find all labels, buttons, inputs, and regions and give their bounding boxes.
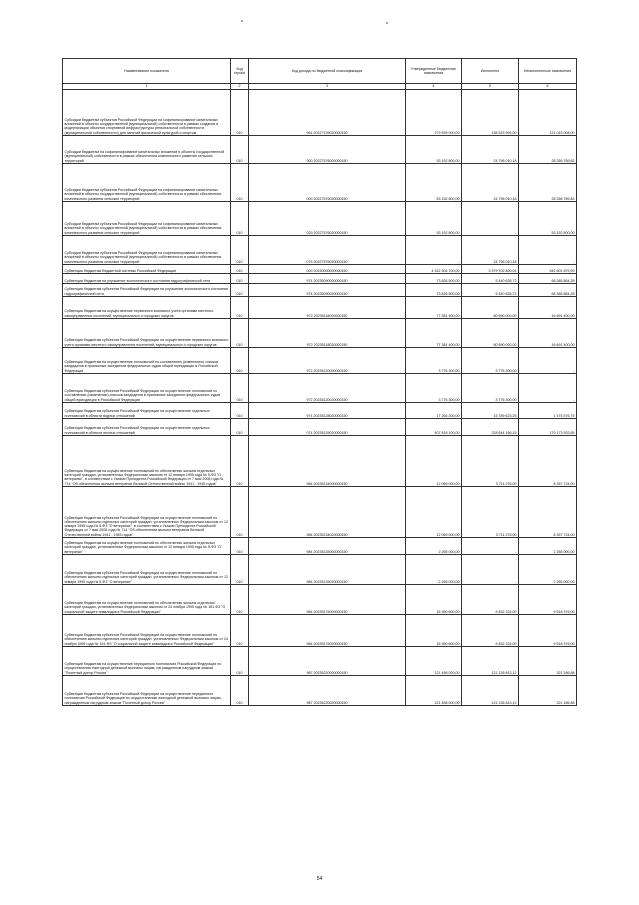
unexecuted-amount-cell: 68 385 864,28	[519, 284, 577, 297]
approved-amount-cell: 16 350 600,00	[406, 585, 462, 615]
table-row	[63, 90, 577, 136]
classification-code-cell: 961 20227139020000150	[249, 90, 406, 136]
header-unexecuted-amount: Неисполненные назначения	[519, 59, 577, 84]
header-approved-amount: Утвержденные бюджетные назначения	[406, 59, 462, 84]
unexecuted-amount-cell: 16 691 400,00	[519, 319, 577, 348]
table-row	[63, 585, 577, 615]
unexecuted-amount-cell: 8 357 724,00	[519, 487, 577, 538]
revenue-execution-table	[62, 58, 577, 706]
classification-code-cell: 987 20235220000000150	[249, 647, 406, 676]
header-indicator-name: Наименование показателя	[63, 59, 231, 84]
scan-speck	[386, 22, 388, 24]
approved-amount-cell: 77 381 400,00	[406, 297, 462, 319]
classification-code-cell: 974 20235090020000150	[249, 284, 406, 297]
executed-amount-cell: 6 832 224,00	[462, 585, 519, 615]
unexecuted-amount-cell: 321 186,88	[519, 676, 577, 706]
unexecuted-amount-cell: 16 691 400,00	[519, 297, 577, 319]
line-code-cell: 010	[231, 615, 249, 647]
line-code-cell: 010	[231, 419, 249, 436]
classification-code-cell: 972 20235118020000150	[249, 319, 406, 348]
table-header-row	[63, 59, 577, 84]
approved-amount-cell: 3 776 300,00	[406, 374, 462, 403]
classification-code-cell: 984 20235134020000150	[249, 487, 406, 538]
approved-amount-cell: 121 458 000,00	[406, 676, 462, 706]
approved-amount-cell: 53 152 800,00	[406, 136, 462, 164]
unexecuted-amount-cell: 942 601 879,99	[519, 265, 577, 274]
executed-amount-cell: 15 789 623,25	[462, 403, 519, 419]
line-code-cell: 010	[231, 403, 249, 419]
table-row	[63, 615, 577, 647]
executed-amount-cell: 24 796 010,18	[462, 236, 519, 265]
unexecuted-amount-cell: 53 152 800,00	[519, 202, 577, 236]
table-row	[63, 555, 577, 585]
approved-amount-cell: 121 458 000,00	[406, 647, 462, 676]
executed-amount-cell: 3 776 300,00	[462, 374, 519, 403]
line-code-cell: 010	[231, 319, 249, 348]
approved-amount-cell: 2 265 000,00	[406, 555, 462, 585]
unexecuted-amount-cell: 179 173 933,85	[519, 419, 577, 436]
executed-amount-cell: 5 440 635,72	[462, 284, 519, 297]
classification-code-cell: 972 20235118000000150	[249, 297, 406, 319]
table-row	[63, 164, 577, 202]
column-number: 1	[63, 84, 231, 90]
executed-amount-cell: 60 690 000,00	[462, 297, 519, 319]
line-code-cell: 010	[231, 274, 249, 284]
executed-amount-cell: 3 776 300,00	[462, 348, 519, 374]
indicator-name-cell: Субвенции бюджетам субъектов Российской Федерации на осуществление полномочий по обеспечению жильем отдельных категорий граждан, установленных Федеральным законом от 12 января 1995 года № 5-ФЗ "О ветеранах", в соответствии с Указом Президента Российской Федерации от 7 мая 2008 года № 714 "Об обеспечении жильем ветеранов Великой Отечественной войны 1941 - 1945 годов"	[63, 487, 231, 538]
line-code-cell: 010	[231, 538, 249, 555]
executed-amount-cell: 60 690 000,00	[462, 319, 519, 348]
executed-amount-cell: 3 711 276,00	[462, 436, 519, 487]
unexecuted-amount-cell: 68 385 864,28	[519, 274, 577, 284]
executed-amount-cell: 121 136 813,12	[462, 647, 519, 676]
executed-amount-cell: -	[462, 202, 519, 236]
table-row	[63, 374, 577, 403]
line-code-cell: 010	[231, 236, 249, 265]
unexecuted-amount-cell: 2 265 000,00	[519, 555, 577, 585]
approved-amount-cell: 12 069 000,00	[406, 436, 462, 487]
executed-amount-cell: 228 644 166,15	[462, 419, 519, 436]
approved-amount-cell: 16 350 600,00	[406, 615, 462, 647]
indicator-name-cell: Субсидии бюджетам субъектов Российской Федерации на софинансирование капитальных вложений в объекты государственной (муниципальной) собственности в рамках обеспечения комплексного развития сельских территорий	[63, 164, 231, 202]
indicator-name-cell: Субвенции бюджетам на осуществление полномочий по обеспечению жильем отдельных категорий граждан, установленных Федеральным законом от 24 ноября 1995 года № 181-ФЗ "О социальной защите инвалидов в Российской Федерации"	[63, 585, 231, 615]
executed-amount-cell: 3 711 276,00	[462, 487, 519, 538]
classification-code-cell: 029 20227576020000150	[249, 202, 406, 236]
column-number: 6	[519, 84, 577, 90]
approved-amount-cell: 77 381 400,00	[406, 319, 462, 348]
unexecuted-amount-cell: 28 356 789,82	[519, 164, 577, 202]
approved-amount-cell: 2 265 000,00	[406, 538, 462, 555]
indicator-name-cell: Субсидии бюджетам на софинансирование капитальных вложений в объекты государственной (муниципальной) собственности в рамках обеспечения комплексного развития сельских территорий	[63, 136, 231, 164]
table-row	[63, 487, 577, 538]
indicator-name-cell: Субвенции бюджетам субъектов Российской Федерации на осуществление полномочий по обеспечению жильем отдельных категорий граждан, установленных Федеральным законом от 12 января 1995 года № 5-ФЗ "О ветеранах"	[63, 555, 231, 585]
unexecuted-amount-cell: -	[519, 374, 577, 403]
executed-amount-cell: 6 832 224,00	[462, 615, 519, 647]
indicator-name-cell: Субвенции бюджетам субъектов Российской Федерации на осуществление отдельных полномочий в области лесных отношений	[63, 419, 231, 436]
approved-amount-cell: 73 826 500,00	[406, 284, 462, 297]
approved-amount-cell: 3 776 300,00	[406, 348, 462, 374]
classification-code-cell: 074 20235129020000150	[249, 419, 406, 436]
table-row	[63, 284, 577, 297]
line-code-cell: 010	[231, 555, 249, 585]
unexecuted-amount-cell: -	[519, 348, 577, 374]
executed-amount-cell: -	[462, 538, 519, 555]
line-code-cell: 010	[231, 348, 249, 374]
indicator-name-cell: Субвенции бюджетам субъектов Российской Федерации на улучшение экологического состояния гидрографической сети	[63, 284, 231, 297]
table-row	[63, 236, 577, 265]
table-row	[63, 297, 577, 319]
header-budget-classification-code: Код дохода по бюджетной классификации	[249, 59, 406, 84]
classification-code-cell: 984 20235134000000150	[249, 436, 406, 487]
table-row	[63, 202, 577, 236]
classification-code-cell: 987 20235220020000150	[249, 676, 406, 706]
line-code-cell: 010	[231, 284, 249, 297]
executed-amount-cell: -	[462, 555, 519, 585]
indicator-name-cell: Субсидии бюджетам субъектов Российской Федерации на софинансирование капитальных вложений в объекты государственной (муниципальной) собственности в рамках обеспечения комплексного развития сельских территорий	[63, 236, 231, 265]
indicator-name-cell: Субвенции бюджетам на осуществление полномочий по составлению (изменению) списков кандидатов в присяжные заседатели федеральных судов общей юрисдикции в Российской Федерации	[63, 348, 231, 374]
classification-code-cell: 075 20227576020000150	[249, 236, 406, 265]
executed-amount-cell: 24 796 010,18	[462, 136, 519, 164]
indicator-name-cell: Субвенции бюджетам бюджетной системы Российской Федерации	[63, 265, 231, 274]
column-number: 5	[462, 84, 519, 90]
scan-speck	[241, 20, 243, 22]
line-code-cell: 010	[231, 297, 249, 319]
header-executed-amount: Исполнено	[462, 59, 519, 84]
approved-amount-cell: 279 539 000,00	[406, 90, 462, 136]
unexecuted-amount-cell: -	[519, 236, 577, 265]
page-number: 54	[316, 876, 323, 882]
column-number: 4	[406, 84, 462, 90]
line-code-cell: 010	[231, 265, 249, 274]
table-row	[63, 647, 577, 676]
table-row	[63, 136, 577, 164]
executed-amount-cell: 158 523 992,00	[462, 90, 519, 136]
unexecuted-amount-cell: 9 518 376,00	[519, 615, 577, 647]
approved-amount-cell: 53 152 800,00	[406, 164, 462, 202]
executed-amount-cell: 3 379 702 820,01	[462, 265, 519, 274]
indicator-name-cell: Субвенции бюджетам на осуществление полномочий по обеспечению жильем отдельных категорий граждан, установленных Федеральным законом от 12 января 1995 года № 5-ФЗ "О ветеранах", в соответствии с Указом Президента Российской Федерации от 7 мая 2008 года № 714 "Об обеспечении жильем ветеранов Великой Отечественной войны 1941 - 1945 годов"	[63, 436, 231, 487]
unexecuted-amount-cell: 1 475 576,75	[519, 403, 577, 419]
unexecuted-amount-cell: 121 015 008,00	[519, 90, 577, 136]
classification-code-cell: 972 20235120020000150	[249, 374, 406, 403]
executed-amount-cell: 5 440 635,72	[462, 274, 519, 284]
line-code-cell: 010	[231, 164, 249, 202]
approved-amount-cell: -	[406, 236, 462, 265]
indicator-name-cell: Субвенции бюджетам субъектов Российской Федерации на осуществление первичного воинского учета органами местного самоуправления поселений, муниципальных и городских округов	[63, 319, 231, 348]
approved-amount-cell: 73 826 500,00	[406, 274, 462, 284]
unexecuted-amount-cell: 28 356 789,82	[519, 136, 577, 164]
column-number: 3	[249, 84, 406, 90]
unexecuted-amount-cell: 8 357 724,00	[519, 436, 577, 487]
classification-code-cell: 984 20235176000000150	[249, 585, 406, 615]
indicator-name-cell: Субвенции бюджетам субъектов Российской Федерации на осуществление полномочий по составлению (изменению) списков кандидатов в присяжные заседатели федеральных судов общей юрисдикции в Российской Федерации	[63, 374, 231, 403]
classification-code-cell: 000 20227576000000150	[249, 136, 406, 164]
approved-amount-cell: 12 069 000,00	[406, 487, 462, 538]
table-body	[63, 90, 577, 706]
classification-code-cell: 972 20235120000000150	[249, 348, 406, 374]
line-code-cell: 010	[231, 90, 249, 136]
approved-amount-cell: 4 322 304 700,00	[406, 265, 462, 274]
approved-amount-cell: 17 265 200,00	[406, 403, 462, 419]
column-number: 2	[231, 84, 249, 90]
classification-code-cell: 984 20235135000000150	[249, 538, 406, 555]
line-code-cell: 010	[231, 676, 249, 706]
classification-code-cell: 974 20235090000000150	[249, 274, 406, 284]
table-row	[63, 538, 577, 555]
executed-amount-cell: 121 136 813,12	[462, 676, 519, 706]
table-row	[63, 419, 577, 436]
table-row	[63, 403, 577, 419]
table-row	[63, 319, 577, 348]
header-line-code: Код строки	[231, 59, 249, 84]
classification-code-cell: 000 20230000000000150	[249, 265, 406, 274]
report-table-container	[62, 58, 576, 706]
line-code-cell: 010	[231, 374, 249, 403]
unexecuted-amount-cell: 2 265 000,00	[519, 538, 577, 555]
line-code-cell: 010	[231, 487, 249, 538]
classification-code-cell: 984 20235135020000150	[249, 555, 406, 585]
line-code-cell: 010	[231, 202, 249, 236]
indicator-name-cell: Субвенции бюджетам на улучшение экологического состояния гидрографической сети	[63, 274, 231, 284]
table-row	[63, 265, 577, 274]
unexecuted-amount-cell: 9 518 376,00	[519, 585, 577, 615]
table-row	[63, 676, 577, 706]
approved-amount-cell: 407 818 100,00	[406, 419, 462, 436]
table-row	[63, 274, 577, 284]
classification-code-cell: 974 20235128020000150	[249, 403, 406, 419]
classification-code-cell: 984 20235176020000150	[249, 615, 406, 647]
line-code-cell: 010	[231, 585, 249, 615]
classification-code-cell: 000 20227576020000150	[249, 164, 406, 202]
indicator-name-cell: Субсидии бюджетам субъектов Российской Федерации на софинансирование капитальных вложений в объекты государственной (муниципальной) собственности в рамках создания и модернизации объектов спортивной инфраструктуры региональной собственности (муниципальной собственности) для занятий физической культурой и спортом	[63, 90, 231, 136]
indicator-name-cell: Субвенции бюджетам субъектов Российской Федерации на осуществление переданного полномочия Российской Федерации по осуществлению ежегодной денежной выплаты лицам, награжденным нагрудным знаком "Почетный донор России"	[63, 676, 231, 706]
indicator-name-cell: Субвенции бюджетам на осуществление полномочий по обеспечению жильем отдельных категорий граждан, установленных Федеральным законом от 12 января 1995 года № 5-ФЗ "О ветеранах"	[63, 538, 231, 555]
table-row	[63, 348, 577, 374]
line-code-cell: 010	[231, 647, 249, 676]
indicator-name-cell: Субсидии бюджетам субъектов Российской Федерации на софинансирование капитальных вложений в объекты государственной (муниципальной) собственности в рамках обеспечения комплексного развития сельских территорий	[63, 202, 231, 236]
indicator-name-cell: Субвенции бюджетам на осуществление переданного полномочия Российской Федерации по осуществлению ежегодной денежной выплаты лицам, награжденным нагрудным знаком "Почетный донор России"	[63, 647, 231, 676]
table-row	[63, 436, 577, 487]
approved-amount-cell: 53 152 800,00	[406, 202, 462, 236]
unexecuted-amount-cell: 321 186,88	[519, 647, 577, 676]
indicator-name-cell: Субвенции бюджетам субъектов Российской Федерации на осуществление отдельных полномочий в области водных отношений	[63, 403, 231, 419]
executed-amount-cell: 24 796 010,18	[462, 164, 519, 202]
line-code-cell: 010	[231, 436, 249, 487]
indicator-name-cell: Субвенции бюджетам субъектов Российской Федерации на осуществление полномочий по обеспечению жильем отдельных категорий граждан, установленных Федеральным законом от 24 ноября 1995 года № 181-ФЗ "О социальной защите инвалидов в Российской Федерации"	[63, 615, 231, 647]
indicator-name-cell: Субвенции бюджетам на осуществление первичного воинского учета органами местного самоуправления поселений, муниципальных и городских округов	[63, 297, 231, 319]
line-code-cell: 010	[231, 136, 249, 164]
